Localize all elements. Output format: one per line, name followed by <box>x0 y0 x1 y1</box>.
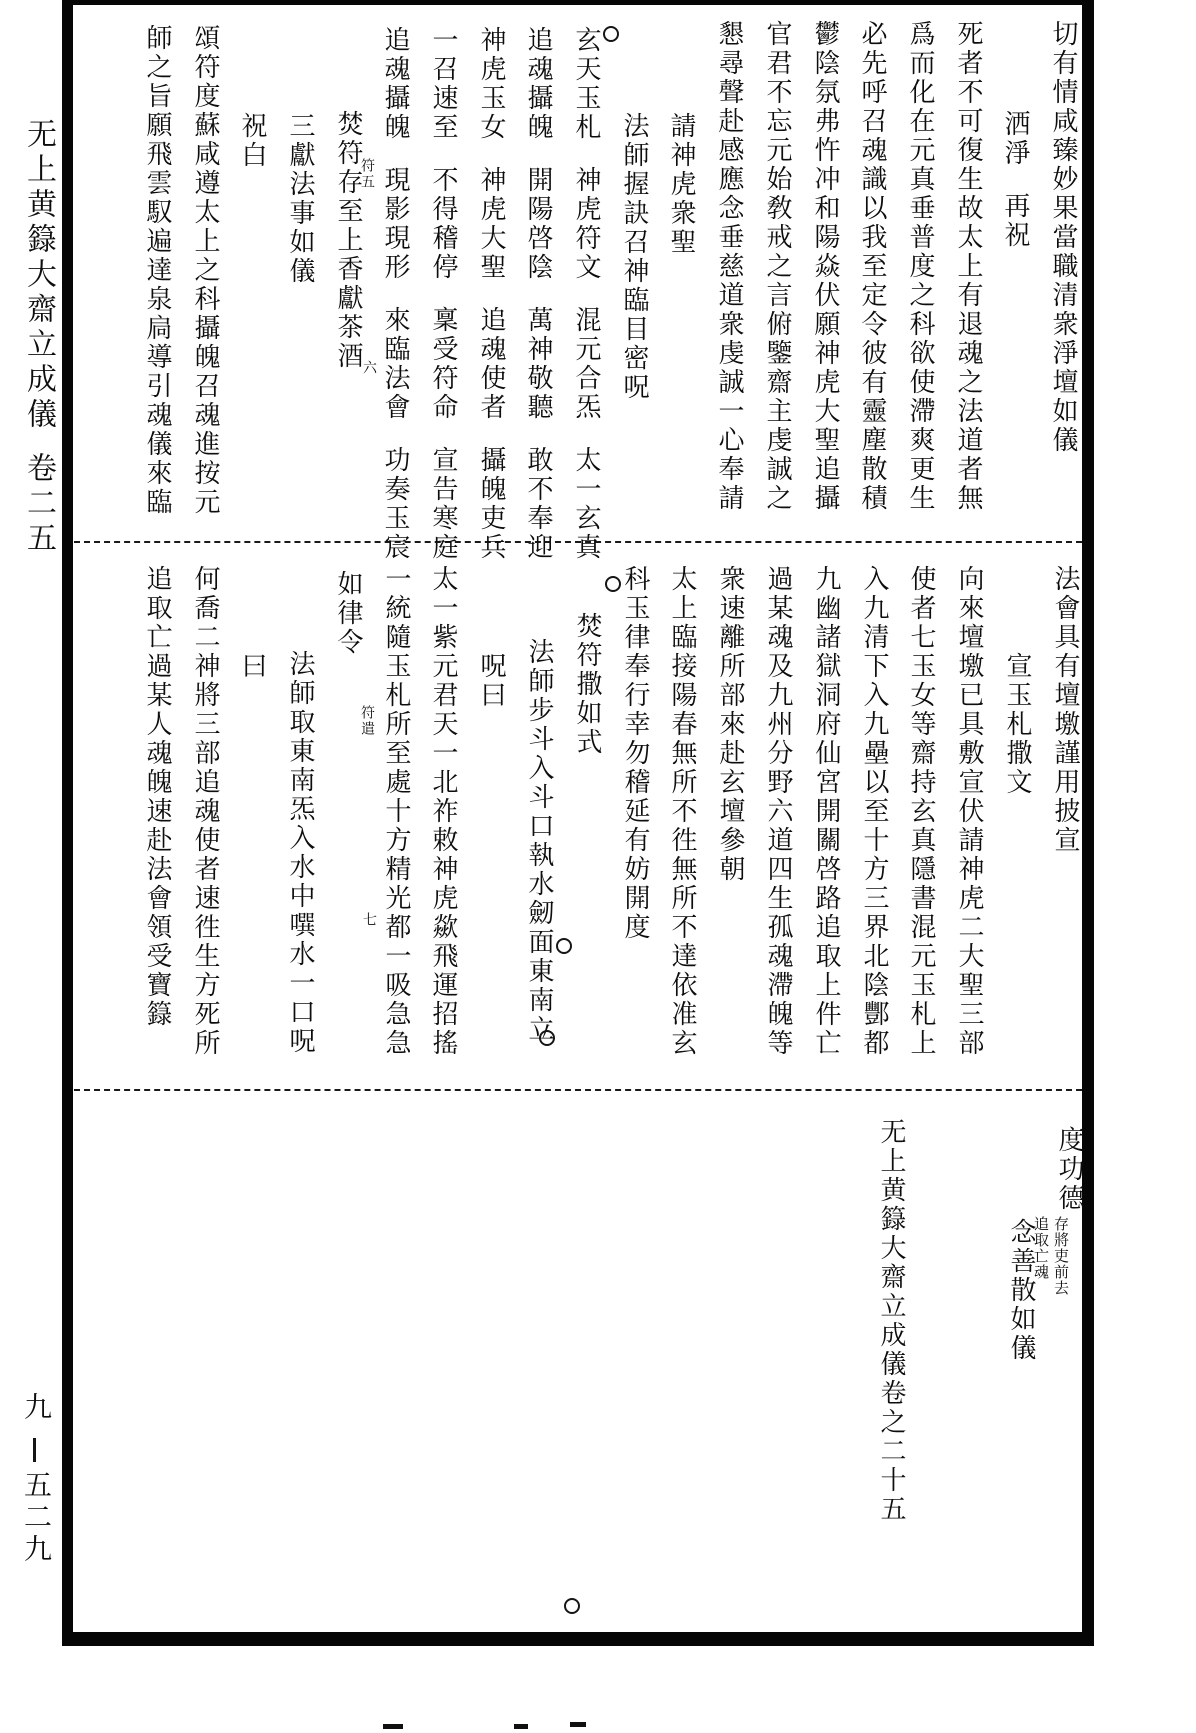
text-column: 頌符度蘇咸遵太上之科攝魄召魂進按元 <box>190 24 220 517</box>
rubric-column: 法師取東南炁入水中噀水一口呪 <box>285 650 315 1056</box>
section-marker-circle <box>603 26 619 42</box>
text-group: 宣告寒庭 <box>428 446 458 562</box>
text-group: 稟受符命 <box>428 306 458 422</box>
scan-artifact-tick <box>383 1724 403 1729</box>
section-heading-column <box>992 110 1038 250</box>
rubric-column: 焚符撒如式 <box>572 612 602 757</box>
section-marker-circle <box>539 1030 555 1046</box>
rubric-column: 法師步斗入斗口執水劒面東南立 <box>524 638 554 1044</box>
volume-end-title-column: 无上黄籙大齋立成儀卷之二十五 <box>876 1118 906 1524</box>
text-group: 混元合炁 <box>571 306 601 422</box>
text-group: 洒淨 <box>1000 110 1030 168</box>
text-column: 九幽諸獄洞府仙宮開關啓路追取上件亡 <box>811 565 841 1058</box>
text-group: 攝魄吏兵 <box>476 446 506 562</box>
page-frame-left-border <box>62 0 73 1646</box>
section-heading-column: 祝白 <box>237 112 267 170</box>
talisman-number-annotation: 符遣 <box>359 705 375 737</box>
talisman-number-annotation: 六 <box>361 360 377 376</box>
text-column: 過某魂及九州分野六道四生孤魂滯魄等 <box>763 565 793 1058</box>
text-group: 功奏玉宸 <box>380 446 410 562</box>
interlinear-note-left: 追取亡魂 <box>1032 1216 1050 1280</box>
text-column: 切有情咸臻妙果當職清衆淨壇如儀 <box>1048 20 1078 455</box>
text-column: 曰 <box>237 652 267 681</box>
text-column: 太一紫元君天一北祚敕神虎歘飛運招搖 <box>428 565 458 1058</box>
text-group: 萬神敬聽 <box>523 306 553 422</box>
text-group: 再祝 <box>1000 192 1030 250</box>
text-group: 太一玄真 <box>571 446 601 562</box>
incantation-column <box>515 26 561 562</box>
section-marker-circle <box>564 1598 580 1614</box>
text-group: 玄天玉札 <box>571 26 601 142</box>
section-heading-column: 請神虎衆聖 <box>666 112 696 257</box>
text-column: 官君不忘元始敎戒之言俯鑒齋主虔誠之 <box>762 20 792 513</box>
text-column: 懇尋聲赴感應念垂慈道衆虔誠一心奉請 <box>714 20 744 513</box>
section-heading-column: 呪曰 <box>476 652 506 710</box>
text-column: 死者不可復生故太上有退魂之法道者無 <box>953 20 983 513</box>
section-heading-column: 度功德 <box>1054 1126 1084 1213</box>
text-group: 敢不奉迎 <box>523 446 553 562</box>
text-group: 現影現形 <box>380 166 410 282</box>
section-heading-column: 宣玉札撒文 <box>1002 652 1032 797</box>
text-column: 追取亡過某人魂魄速赴法會領受寶籙 <box>142 565 172 1029</box>
text-group: 一召速至 <box>428 26 458 142</box>
page-number-dash <box>33 1438 36 1462</box>
rubric-column: 焚符存至上香獻茶酒 <box>333 110 363 371</box>
page-frame-bottom-border <box>62 1632 1094 1646</box>
text-column: 太上臨接陽春無所不徃無所不達依准玄 <box>667 565 697 1058</box>
text-group: 追魂攝魄 <box>380 26 410 142</box>
section-marker-circle <box>605 576 621 592</box>
text-column: 衆速離所部來赴玄壇參朝 <box>715 565 745 884</box>
text-column: 爲而化在元真垂普度之科欲使滯爽更生 <box>905 20 935 513</box>
text-group: 開陽啓陰 <box>523 166 553 282</box>
rubric-column: 法師握訣召神臨目密呪 <box>619 112 649 402</box>
page-number-top: 九 <box>20 1392 53 1424</box>
text-column: 入九清下入九壘以至十方三界北陰酆都 <box>859 565 889 1058</box>
margin-volume-number: 卷二五 <box>21 452 56 557</box>
section-divider-2 <box>74 1089 1082 1091</box>
text-column: 師之旨願飛雲馭遍達泉扃導引魂儀來臨 <box>142 24 172 517</box>
incantation-column <box>468 26 514 562</box>
margin-running-title: 无上黄籙大齋立成儀 <box>21 118 56 433</box>
text-column: 何喬二神將三部追魂使者速徃生方死所 <box>190 565 220 1058</box>
text-group: 神虎玉女 <box>476 26 506 142</box>
page-frame-top-border <box>62 0 1094 5</box>
text-column: 一統隨玉札所至處十方精光都一吸急急 <box>381 565 411 1058</box>
incantation-column <box>420 26 466 562</box>
text-column: 如律令 <box>333 570 363 657</box>
text-column: 科玉律奉行幸勿稽延有妨開度 <box>620 565 650 942</box>
text-group: 神虎大聖 <box>476 166 506 282</box>
incantation-column <box>563 26 609 562</box>
text-group: 神虎符文 <box>571 166 601 282</box>
talisman-number-annotation: 符五 <box>359 158 375 190</box>
text-group: 來臨法會 <box>380 306 410 422</box>
text-column: 使者七玉女等齋持玄真隱書混元玉札上 <box>906 565 936 1058</box>
text-group: 追魂攝魄 <box>523 26 553 142</box>
scan-artifact-tick <box>514 1724 528 1729</box>
interlinear-note-right: 存將吏前去 <box>1052 1216 1070 1296</box>
rubric-column: 三獻法事如儀 <box>285 112 315 286</box>
text-column: 必先呼召魂識以我至定令彼有靈塵散積 <box>857 20 887 513</box>
rubric-column: 念善散如儀 <box>1006 1218 1036 1363</box>
scan-artifact-tick <box>570 1722 586 1727</box>
page-number-bottom: 五二九 <box>20 1470 53 1566</box>
text-column: 法會具有壇墽謹用披宣 <box>1050 565 1080 855</box>
talisman-number-annotation: 七 <box>361 912 377 928</box>
text-column: 向來壇墽已具敷宣伏請神虎二大聖三部 <box>954 565 984 1058</box>
incantation-column <box>372 26 418 562</box>
text-group: 追魂使者 <box>476 306 506 422</box>
text-column: 鬱陰氛弗忤冲和陽焱伏願神虎大聖追攝 <box>810 20 840 513</box>
text-group: 不得稽停 <box>428 166 458 282</box>
section-marker-circle <box>556 938 572 954</box>
